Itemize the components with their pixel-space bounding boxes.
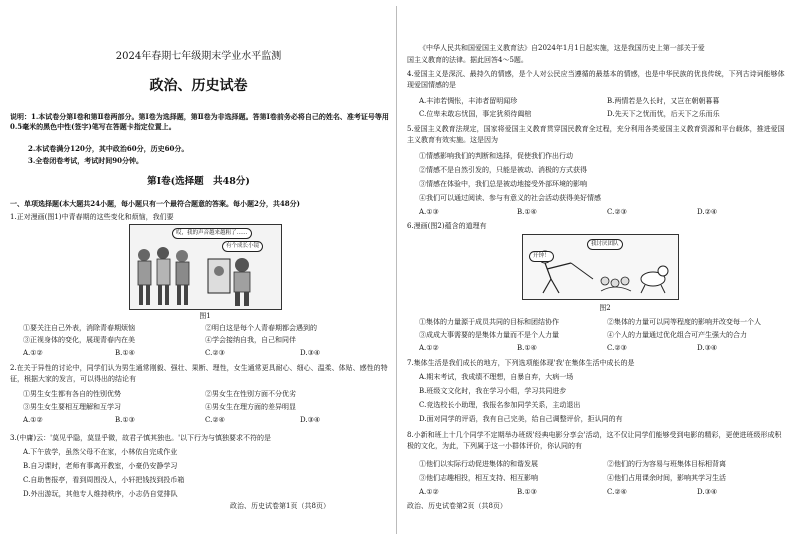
q1-option-1: ①要关注自己外表，消除青春期烦恼 <box>23 324 135 332</box>
q3-stem: 3.(中庸)云：'莫见乎隐，莫显乎微，故君子慎其独也。'以下行为与慎独要求不符的是 <box>10 434 271 442</box>
q1-choice-d: D.③④ <box>300 349 321 357</box>
figure-1-label: 图1 <box>199 312 211 320</box>
q1-choice-a: A.①② <box>23 349 43 357</box>
q1-choice-b: B.①④ <box>115 349 135 357</box>
intro-line-1: 《中华人民共和国爱国主义教育法》自2024年1月1日起实施，这是我国历史上第一部关于爱 <box>419 44 705 52</box>
q2-choice-a: A.①② <box>23 416 43 424</box>
figure-2-cartoon <box>522 234 679 300</box>
q1-choice-c: C.②③ <box>205 349 225 357</box>
q8-item-1: ①他们以实际行动促进集体的和谐发展 <box>419 460 538 468</box>
q8-stem: 8.小新和班上十几个同学不定期举办班级'经典电影分享会'活动，这不仅让同学们能够受到电影的精彩，更使进班级形成积极的文化，为此，下列属于这一小群体评价，你认同的有 <box>407 431 782 450</box>
q7-option-c: C.竞选校长小助理，我报名参加同学关系，主动退出 <box>419 401 581 409</box>
figure-2-bubble-1: 开钟！ <box>529 251 554 262</box>
q8-choice-d: D.③④ <box>697 488 718 496</box>
figure-1-cartoon <box>129 224 282 310</box>
q3-option-d: D.外出游玩，其他专人维持秩序，小志仍自觉排队 <box>23 490 178 498</box>
figure-2-bubble-2: 我讨厌团队 <box>587 239 623 250</box>
paper-title: 政治、历史试卷 <box>149 78 248 94</box>
q5-stem: 5.爱国主义教育法规定，国家将爱国主义教育贯穿国民教育全过程，充分利用各类爱国主义教育资源和平台载体，推进爱国主义教育有效实施。这是因为 <box>407 125 785 144</box>
figure-2-label: 图2 <box>599 304 611 312</box>
q8-choice-a: A.①② <box>419 488 439 496</box>
right-page <box>397 0 794 540</box>
q8-item-3: ③他们志趣相投，相互支持、相互影响 <box>419 474 538 482</box>
right-footer: 政治、历史试卷第2页（共8页） <box>407 502 507 510</box>
q7-option-d: D.面对同学的评语，我有自己完美，给自己调整评价，拒认同的有 <box>419 415 623 423</box>
q8-item-4: ④他们占用课余时间，影响其学习生活 <box>607 474 726 482</box>
q5-item-2: ②情感不是自然引发的，只能是被动、消极的方式获得 <box>419 166 587 174</box>
q5-choice-c: C.②③ <box>607 208 627 216</box>
q6-stem: 6.漫画(图2)蕴含的道理有 <box>407 222 487 230</box>
q8-choice-c: C.②④ <box>607 488 627 496</box>
q4-option-a: A.丰沛若惆怅，丰沛者留明闻珍 <box>419 97 518 105</box>
intro-line-2: 国主义教育的法律。据此回答4～5题。 <box>407 56 528 64</box>
notes-1: 说明：1.本试卷分第Ⅰ卷和第Ⅱ卷两部分。第Ⅰ卷为选择题，第Ⅱ卷为非选择题。答第Ⅰ卷前务必将自己的姓名、准考证号等用0.5毫米的黑色中性(签字)笔写在答题卡指定位置上。 <box>10 112 389 131</box>
q2-option-3: ③男生女生要相互理解和互学习 <box>23 403 121 411</box>
q6-item-1: ①集体的力量源于成员共同的目标和团结协作 <box>419 318 559 326</box>
q4-option-c: C.位卑未敢忘忧国，事定犹须待阖棺 <box>419 110 532 118</box>
figure-1-bubble-1: 哎，我的声音越来越粗了…… <box>172 228 252 239</box>
q6-item-3: ③成成大事需要的是集体力量而不是个人力量 <box>419 331 559 339</box>
notes-3: 3.全卷闭卷考试，考试时间90分钟。 <box>28 156 144 165</box>
q6-choice-d: D.③④ <box>697 344 718 352</box>
q1-option-3: ③正视身体的变化，展现青春内在美 <box>23 336 135 344</box>
q4-option-b: B.两情若是久长时，又岂在朝朝暮暮 <box>607 97 720 105</box>
q5-choice-b: B.①④ <box>517 208 537 216</box>
q3-option-a: A.下午放学，虽然父母不在家，小林依自完成作业 <box>23 448 178 456</box>
notes-2: 2.本试卷满分120分，其中政治60分，历史60分。 <box>28 144 189 153</box>
q2-choice-b: B.①③ <box>115 416 135 424</box>
q5-choice-d: D.②④ <box>697 208 718 216</box>
q2-option-4: ④男女生在理方面的差异明显 <box>205 403 296 411</box>
q2-choice-d: D.③④ <box>300 416 321 424</box>
q2-option-1: ①男生女生都有各自的性别优势 <box>23 390 121 398</box>
q4-option-d: D.先天下之忧而忧，后天下之乐而乐 <box>607 110 720 118</box>
q1-stem: 1.正对漫画(图1)中青春期的这些变化和烦恼，我们要 <box>10 213 174 221</box>
q4-stem: 4.爱国主义是深沉、最持久的情感，是个人对公民应当遵循的最基本的情感，也是中华民族的优良传统，下列古诗词能够体现爱国情感的是 <box>407 70 785 89</box>
q2-choice-c: C.②④ <box>205 416 225 424</box>
q7-option-a: A.期末考试，我成绩不理想，自暴自弃，大病一场 <box>419 373 574 381</box>
q8-item-2: ②他们的行为容易与班集体目标相背离 <box>607 460 726 468</box>
q5-item-1: ①情感影响我们的判断和选择，促使我们作出行动 <box>419 152 573 160</box>
q7-option-b: B.班级文文化时，我在学习小组，学习共同进步 <box>419 387 567 395</box>
q5-item-3: ③情感在体验中，我们总是被动地接受外部环境的影响 <box>419 180 587 188</box>
q5-choice-a: A.①③ <box>419 208 439 216</box>
q2-option-2: ②男女生在性别方面不分优劣 <box>205 390 296 398</box>
q2-stem: 2.在关于异性的讨论中，同学们认为男生通常刚毅、强壮、果断、理性，女生通常更具耐心、细心、温柔、体贴、感性的特征，根据大家的发言，可以得出的结论有 <box>10 364 388 383</box>
section-instruction: 一、单项选择题(本大题共24小题，每小题只有一个最符合题意的答案。每小题2分，共48分) <box>10 199 300 208</box>
q8-choice-b: B.①③ <box>517 488 537 496</box>
q6-item-2: ②集体的力量可以同等程度的影响并改变每一个人 <box>607 318 761 326</box>
figure-1-bubble-2: 有个成长小镜 <box>222 241 263 252</box>
q6-choice-b: B.①④ <box>517 344 537 352</box>
left-footer: 政治、历史试卷第1页（共8页） <box>230 502 330 510</box>
q5-item-4: ④我们可以通过阅读、参与有意义的社会活动获得美好情感 <box>419 194 601 202</box>
q6-choice-a: A.①② <box>419 344 439 352</box>
section-title: 第Ⅰ卷(选择题 共48分) <box>147 176 250 187</box>
q1-option-2: ②明白这是每个人青春期都会遇到的 <box>205 324 317 332</box>
header-title: 2024年春期七年级期末学业水平监测 <box>115 51 282 62</box>
q1-option-4: ④学会接纳自我，自己和同伴 <box>205 336 296 344</box>
q6-choice-c: C.②③ <box>607 344 627 352</box>
q6-item-4: ④个人的力量通过优化组合可产生强大的合力 <box>607 331 747 339</box>
q7-stem: 7.集体生活是我们成长的地方，下列选项能体现'我'在集体生活中成长的是 <box>407 359 635 367</box>
q3-option-c: C.自助售报亭，看到周围没人，小轩把钱找到投币箱 <box>23 476 185 484</box>
q3-option-b: B.自习课时，老师有事离开教室，小豪仍安静学习 <box>23 462 178 470</box>
